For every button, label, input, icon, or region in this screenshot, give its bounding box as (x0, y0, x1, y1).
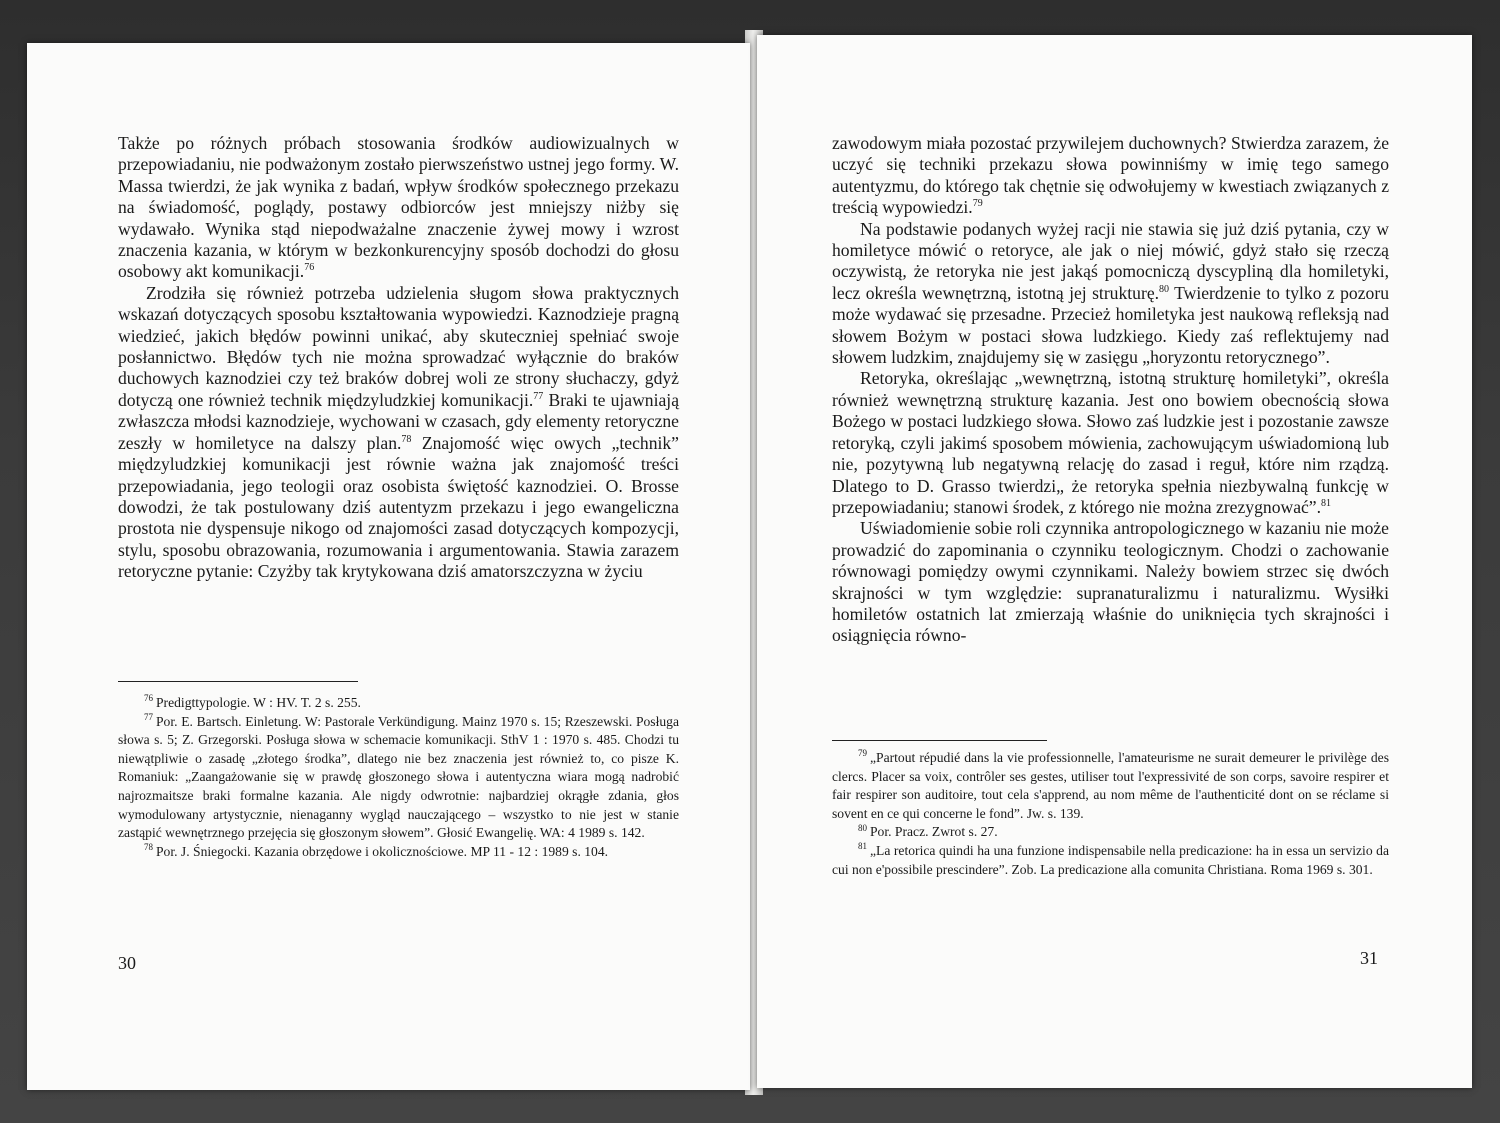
footnote: $^{80}$ Por. Pracz. Zwrot s. 27. (858, 822, 998, 840)
left-main-text (118, 133, 679, 583)
paragraph: Retoryka, określając „wewnętrzną, istotną strukturę homiletyki”, określa również wewnętrzną strukturę kazania. Jest ono bowiem obecnością słowa Bożego w postaci ludzkiego słowa. Słowo zaś ludzkie jest i pozostanie zawsze retoryką, czyli jakimś sposobem mówienia, zachowującym uświadomioną lub nie, pozytywną lub negatywną relację do zasad i reguł, które nim rządzą. Dlatego to D. Grasso twierdzi„ że retoryka spełnia niezbywalną funkcję w przepowiadaniu; stanowi środek, z którego nie można zrezygnować”.$^{81}$ (832, 368, 1389, 517)
page-number: 31 (1360, 948, 1378, 968)
footnote-ref: 81 (1321, 498, 1332, 510)
paragraph: Zrodziła się również potrzeba udzielenia sługom słowa praktycznych wskazań dotyczących sposobu kształtowania wypowiedzi. Kaznodzieje pragną wiedzieć, jakich błędów powinni unikać, aby skuteczniej spełniać swoje posłannictwo. Błędów tych nie można sprowadzać wyłącznie do braków duchowych kaznodziei czy też braków dobrej woli ze strony słuchaczy, gdyż dotyczą one również technik międzyludzkiej komunikacji.$^{77}$ Braki te ujawniają zwłaszcza młodsi kaznodzieje, wychowani w czasach, gdy elementy retoryczne zeszły w homiletyce na dalszy plan.$^{78}$ Znajomość więc owych „technik” międzyludzkiej komunikacji jest równie ważna jak znajomość treści przepowiadania, jego teologii oraz osobista świętość kaznodziei. O. Brosse dowodzi, że tak postulowany dziś autentyzm przekazu i jego ewangeliczna prostota nie dyspensuje nikogo od znajomości zasad dotyczących kompozycji, stylu, sposobu obrazowania, rozumowania i argumentowania. Stawia zarazem retoryczne pytanie: Czyżby tak krytykowana dziś amatorszczyzna w życiu (118, 282, 680, 582)
footnote: $^{79}$ „Partout répudié dans la vie professionnelle, l'amateurisme ne surait demeurer le privilège des clercs. Placer sa voix, contrôler ses gestes, utiliser tout l'expressivité de son corps, savoire respirer et fair respirer son auditoire, tout cela s'apprend, au nom même de l'authenticité dont on se réclame si sovent en ce qui concerne le fond”. Jw. s. 139. (832, 748, 1389, 821)
footnote-divider (118, 681, 358, 682)
paragraph: Także po różnych próbach stosowania środków audiowizualnych w przepowiadaniu, nie podważonym zostało pierwszeństwo ustnej jego formy. W. Massa twierdzi, że jak wynika z badań, wpływ środków społecznego przekazu na świadomość, poglądy, postawy odbiorców jest mniejszy niżby się wydawało. Wynika stąd niepodważalne znaczenie żywej mowy i wzrost znaczenia kazania, w którym w bezkonkurencyjny sposób dochodzi do głosu osobowy akt komunikacji.$^{76}$ (118, 133, 679, 282)
footnote-divider (832, 740, 1047, 741)
right-page (757, 35, 1472, 1088)
footnote-ref: 80 (1159, 283, 1170, 295)
paragraph: Na podstawie podanych wyżej racji nie stawia się już dziś pytania, czy w homiletyce mówić o retoryce, ale jak o niej mówić, gdyż stało się rzeczą oczywistą, że retoryka nie jest jakąś pomocniczą dyscypliną dla homiletyki, lecz określa wewnętrzną, istotną jej strukturę.$^{80}$ Twierdzenie to tylko z pozoru może wydawać się przesadne. Przecież homiletyka jest naukową refleksją nad słowem Bożym w postaci słowa ludzkiego. Kiedy zaś reflektujemy nad słowem ludzkim, znajdujemy się w zasięgu „horyzontu retorycznego”. (832, 218, 1389, 368)
paragraph: Uświadomienie sobie roli czynnika antropologicznego w kazaniu nie może prowadzić do zapominania o czynniku teologicznym. Chodzi o zachowanie równowagi pomiędzy owymi czynnikami. Należy bowiem strzec się dwóch skrajności w tym względzie: supranaturalizmu i naturalizmu. Wysiłki homiletów ostatnich lat zmierzają właśnie do uniknięcia tych skrajności i osiągnięcia równo- (832, 518, 1389, 646)
paragraph: zawodowym miała pozostać przywilejem duchownych? Stwierdza zarazem, że uczyć się techniki przekazu słowa powinniśmy w imię tego samego autentyzmu, do którego tak chętnie się odwołujemy w kwestiach związanych z treścią wypowiedzi.$^{79}$ (832, 133, 1389, 218)
footnote: $^{78}$ Por. J. Śniegocki. Kazania obrzędowe i okolicznościowe. MP 11 - 12 : 1989 s. 104. (144, 842, 609, 859)
page-number: 30 (118, 953, 136, 973)
footnote-ref: 78 (401, 433, 412, 445)
footnote: $^{77}$ Por. E. Bartsch. Einletung. W: Pastorale Verkündigung. Mainz 1970 s. 15; Rzeszewski. Posługa słowa s. 5; Z. Grzegorski. Posługa słowa w schemacie komunikacji. SthV 1 : 1970 s. 485. Chodzi tu niewątpliwie o zasadę „złotego środka”, dlatego nie bez znaczenia jest również to, co pisze K. Romaniuk: „Zaangażowanie się w prawdę głoszonego słowa i autentyczna wiara mogą nadrobić najrozmaitsze braki formalne kazania. Ale nigdy odwrotnie: najbardziej okrągłe zdania, głos wymodulowany artystycznie, nienaganny wygląd nauczającego – wszystko to nie jest w stanie zastąpić wewnętrznego przejęcia się głoszonym słowem”. Głosić Ewangelię. WA: 4 1989 s. 142. (118, 712, 679, 841)
right-main-text (832, 133, 1389, 647)
footnote-ref: 76 (304, 262, 315, 274)
footnote: $^{81}$ „La retorica quindi ha una funzione indispensabile nella predicazione: ha in essa un servizio da cui non e'possibile prescindere”. Zob. La predicazione alla comunita Christiana. Roma 1969 s. 301. (832, 841, 1389, 877)
footnote: $^{76}$ Predigttypologie. W : HV. T. 2 s. 255. (144, 693, 361, 710)
left-footnotes (118, 694, 679, 861)
footnote-ref: 79 (972, 198, 983, 210)
right-footnotes (832, 749, 1389, 879)
left-page (27, 43, 750, 1090)
footnote-ref: 77 (533, 391, 544, 403)
